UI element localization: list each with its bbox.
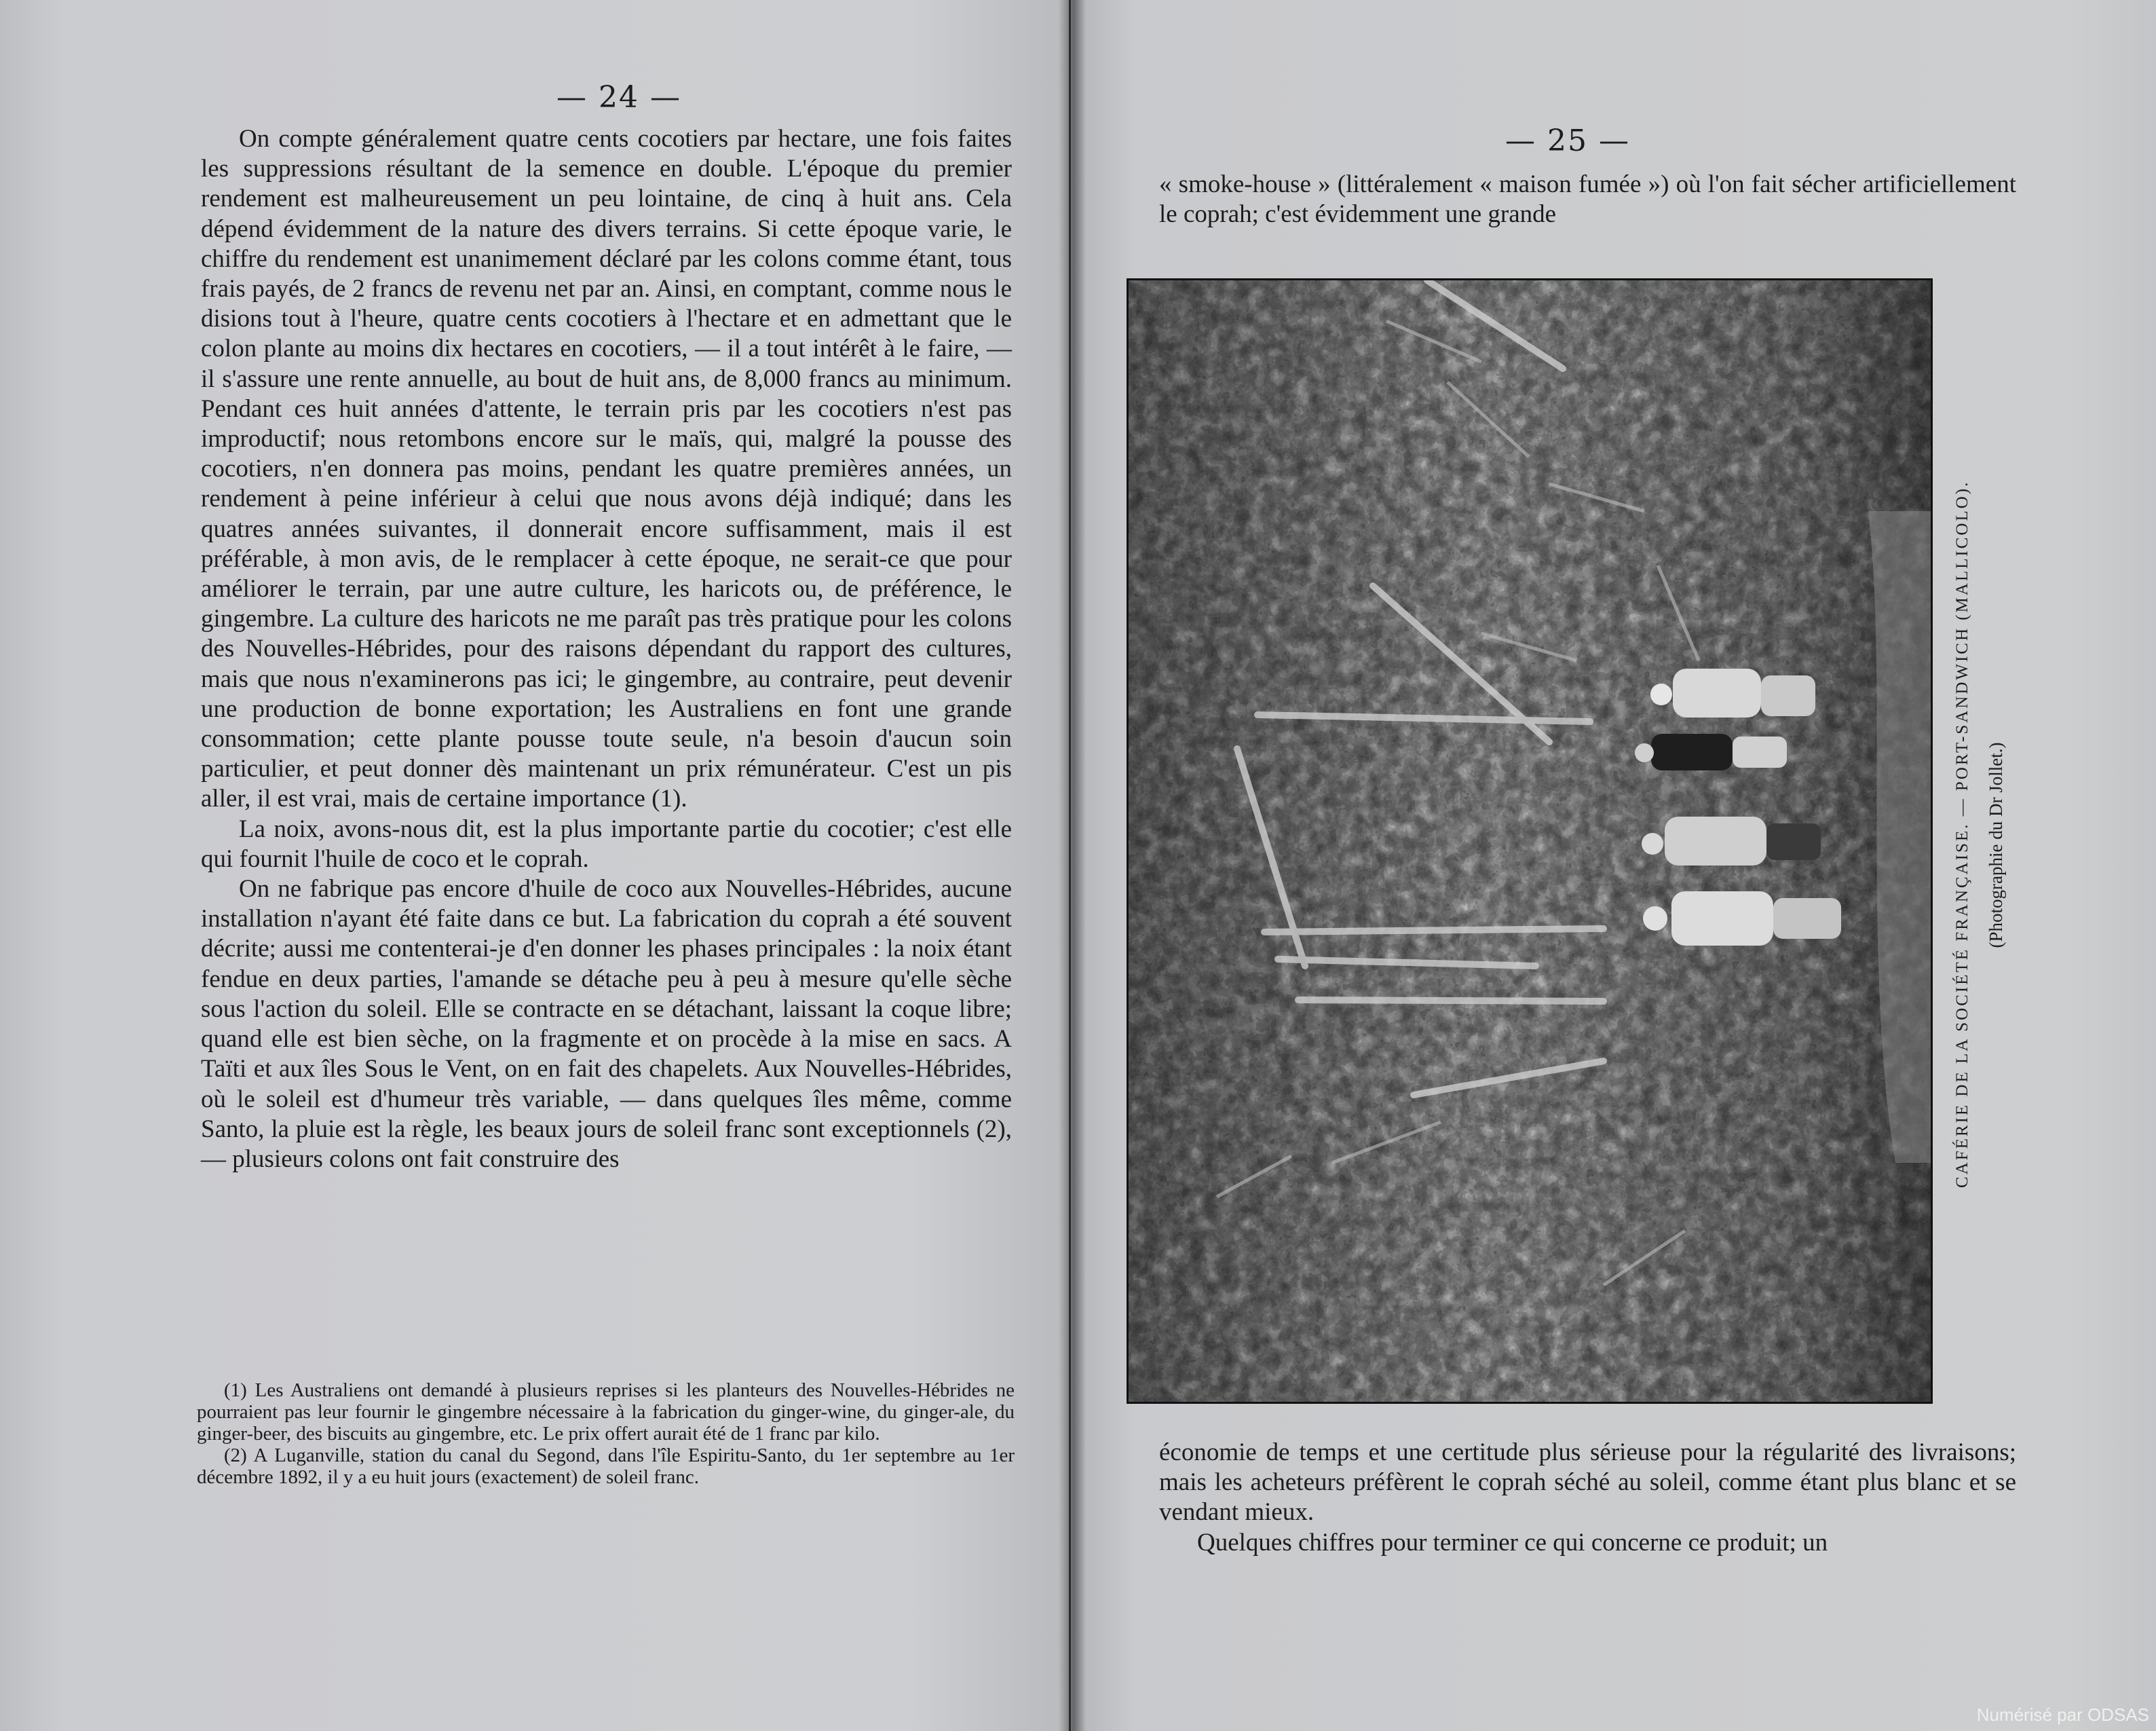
paragraph: La noix, avons-nous dit, est la plus importante partie du cocotier; c'est elle qui fournit l'huile de coco et le coprah. <box>201 815 1012 873</box>
body-text <box>201 124 1012 1174</box>
caption-title: CAFÉRIE DE LA SOCIÉTÉ FRANÇAISE. — PORT-SANDWICH (MALLICOLO). <box>1953 480 1971 1188</box>
page-number: — 24 — <box>556 80 681 115</box>
footnote: (2) A Luganville, station du canal du Segond, dans l'île Espiritu-Santo, du 1er septembre au 1er décembre 1892, il y a eu huit jours (exactement) de soleil franc. <box>197 1445 1015 1488</box>
paragraph: « smoke-house » (littéralement « maison fumée ») où l'on fait sécher artificiellement le coprah; c'est évidemment une grande <box>1159 170 2016 229</box>
page-number: — 25 — <box>1505 124 1630 158</box>
plate-caption <box>1953 480 2021 1188</box>
watermark: Numérisé par ODSAS <box>1976 1705 2149 1725</box>
left-page <box>0 0 1069 1731</box>
plantation-photo <box>1129 280 1931 1402</box>
paragraph: On ne fabrique pas encore d'huile de coco aux Nouvelles-Hébrides, aucune installation n'ayant été faite dans ce but. La fabrication du coprah a été souvent décrite; aussi me contenterai-je d'en donner les phases principales : la noix étant fendue en deux parties, l'amande se détache peu à peu à mesure qu'elle sèche sous l'action du soleil. Elle se contracte en se détachant, laissant la coque libre; quand elle est bien sèche, on la fragmente et on procède à la mise en sacs. A Taïti et aux îles Sous le Vent, on en fait des chapelets. Aux Nouvelles-Hébrides, où le soleil est d'humeur très variable, — dans quelques îles même, comme Santo, la pluie est la règle, les beaux jours de soleil franc sont exceptionnels (2), — plusieurs colons ont fait construire des <box>201 875 1012 1173</box>
photo-plate <box>1127 278 1933 1404</box>
book-gutter <box>1059 0 1086 1731</box>
body-text-bottom <box>1159 1438 2016 1558</box>
caption-credit: (Photographie du Dr Jollet.) <box>1986 742 2006 948</box>
body-text-top <box>1159 170 2016 229</box>
paragraph: Quelques chiffres pour terminer ce qui concerne ce produit; un <box>1197 1528 1828 1557</box>
footnote: (1) Les Australiens ont demandé à plusieurs reprises si les planteurs des Nouvelles-Hébrides ne pourraient pas leur fournir le gingembre nécessaire à la fabrication du ginger-wine, du ginger-ale, du ginger-beer, des biscuits au gingembre, etc. Le prix offert aurait été de 1 franc par kilo. <box>197 1379 1015 1445</box>
paragraph: économie de temps et une certitude plus sérieuse pour la régularité des livraisons; mais les acheteurs préfèrent le coprah séché au soleil, comme étant plus blanc et se vendant mieux. <box>1159 1438 2016 1527</box>
footnotes <box>197 1379 1015 1488</box>
right-page <box>1071 0 2156 1731</box>
paragraph: On compte généralement quatre cents cocotiers par hectare, une fois faites les suppressions résultant de la semence en double. L'époque du premier rendement est malheureusement un peu lointaine, de cinq à huit ans. Cela dépend évidemment de la nature des divers terrains. Si cette époque varie, le chiffre du rendement est unanimement déclaré par les colons comme étant, tous frais payés, de 2 francs de revenu net par an. Ainsi, en comptant, comme nous le disions tout à l'heure, quatre cents cocotiers à l'hectare et en admettant que le colon plante au moins dix hectares en cocotiers, — il a tout intérêt à le faire, — il s'assure une rente annuelle, au bout de huit ans, de 8,000 francs au minimum. Pendant ces huit années d'attente, le terrain pris par les cocotiers n'est pas improductif; nous retombons encore sur le maïs, qui, malgré la pousse des cocotiers, n'en donnera pas moins, pendant les quatre premières années, un rendement à peine inférieur à celui que nous avons déjà indiqué; dans les quatres années suivantes, il donnerait encore suffisamment, mais il est préférable, à mon avis, de le remplacer à cette époque, ne serait-ce que pour améliorer le terrain, par une autre culture, les haricots ou, de préférence, le gingembre. La culture des haricots ne me paraît pas très pratique pour les colons des Nouvelles-Hébrides, pour des raisons dépendant du rapport des cultures, mais que nous n'examinerons pas ici; le gingembre, au contraire, peut devenir une production de bonne exportation; les Australiens en font une grande consommation; cette plante pousse toute seule, n'a besoin d'aucun soin particulier, et peut donner dès maintenant un prix rémunérateur. C'est un pis aller, il est vrai, mais de certaine importance (1). <box>201 125 1012 813</box>
